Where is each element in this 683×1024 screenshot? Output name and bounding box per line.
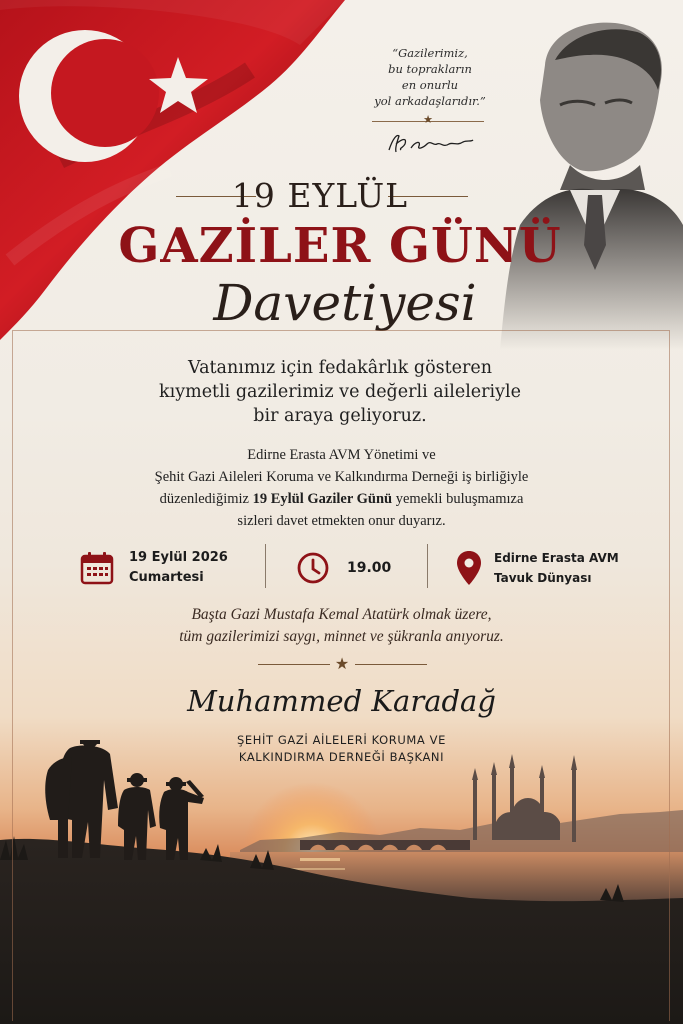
body-line [60, 488, 623, 510]
divider-right [355, 664, 427, 665]
body-text: yemekli buluşmamıza [392, 491, 524, 507]
quote-line: yol arkadaşlarıdır.” [374, 94, 486, 108]
ataturk-quote [360, 45, 500, 109]
lead-text [120, 356, 560, 428]
quote-line: “Gazilerimiz, [392, 46, 468, 60]
location-pin-icon [456, 550, 482, 586]
info-separator [265, 544, 266, 588]
clock-icon [296, 551, 330, 585]
body-text: düzenlediğimiz [159, 491, 253, 507]
event-time-block [296, 546, 391, 590]
body-line: Şehit Gazi Aileleri Koruma ve Kalkındırma Derneği iş birliğiyle [154, 469, 529, 485]
ataturk-signature [383, 128, 478, 158]
signatory-title-line: KALKINDIRMA DERNEĞİ BAŞKANI [238, 750, 445, 764]
lead-line: Vatanımız için fedakârlık gösteren [188, 358, 492, 378]
signatory-name: Muhammed Karadağ [187, 684, 496, 718]
body-line: sizleri davet etmekten onur duyarız. [237, 513, 446, 529]
page-title: GAZİLER GÜNÜ [118, 218, 562, 274]
lead-line: kıymetli gazilerimiz ve değerli aileleriyle [159, 382, 521, 402]
tribute-line: Başta Gazi Mustafa Kemal Atatürk olmak üzere, [191, 606, 492, 623]
event-place-name: Edirne Erasta AVM [494, 551, 619, 565]
lead-line: bir araya geliyoruz. [253, 406, 427, 426]
signatory-title-line: ŞEHİT GAZİ AİLELERİ KORUMA VE [237, 733, 446, 747]
event-time: 19.00 [347, 560, 392, 576]
tribute-line: tüm gazilerimizi saygı, minnet ve şükranla anıyoruz. [179, 628, 504, 645]
title-date: 19 EYLÜL [231, 176, 409, 215]
calendar-icon [80, 551, 114, 585]
divider-left [258, 664, 330, 665]
body-line: Edirne Erasta AVM Yönetimi ve [247, 447, 436, 463]
event-name: 19 Eylül Gaziler Günü [252, 491, 393, 507]
event-date-block [80, 546, 228, 590]
event-day: Cumartesi [129, 570, 204, 585]
ataturk-portrait [500, 15, 683, 350]
landscape-illustration [0, 740, 683, 1024]
info-separator [427, 544, 428, 588]
event-date: 19 Eylül 2026 [129, 550, 228, 565]
quote-line: en onurlu [401, 78, 459, 92]
title-script: Davetiyesi [213, 274, 477, 332]
event-location-block [456, 546, 619, 590]
invitation-body [60, 444, 623, 532]
event-place-detail: Tavuk Dünyası [494, 571, 592, 585]
tribute-text [100, 604, 583, 648]
quote-line: bu toprakların [388, 62, 472, 76]
star-icon: ★ [334, 654, 350, 673]
star-icon: ★ [423, 113, 433, 126]
